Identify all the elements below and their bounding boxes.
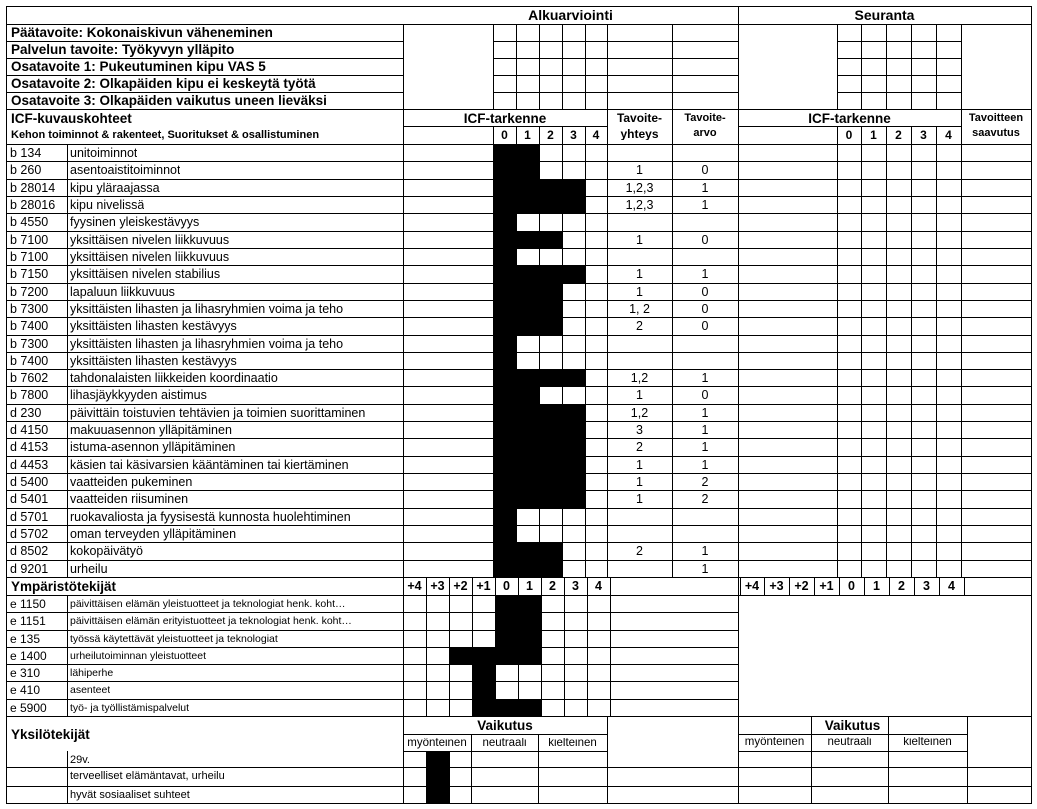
tavoitearvo-value: 1 <box>701 372 709 385</box>
grid-line <box>6 6 7 804</box>
grid-line <box>403 126 608 127</box>
grid-line <box>6 767 1032 768</box>
personal-factor-label: 29v. <box>70 755 90 766</box>
grid-line <box>562 24 563 110</box>
grid-line <box>861 144 862 578</box>
tavoiteyhteys-value: 2 <box>636 545 643 558</box>
personal-factor-label: terveelliset elämäntavat, urheilu <box>70 771 225 782</box>
icf-label: fyysinen yleiskestävyys <box>70 216 200 229</box>
env-qualifier-fill <box>472 681 495 700</box>
tavoitearvo-header: Tavoite- <box>684 113 726 124</box>
qualifier-fill <box>493 317 562 336</box>
env-code: e 135 <box>10 633 41 645</box>
qualifier-fill <box>493 438 585 457</box>
env-label: asenteet <box>70 685 111 696</box>
tavoiteyhteys-value: 1 <box>636 268 643 281</box>
grid-line <box>471 751 472 804</box>
qualifier-fill <box>493 456 585 474</box>
tavoitearvo-value: 1 <box>701 182 709 195</box>
grid-line <box>403 734 608 735</box>
icf-code: b 7602 <box>10 372 49 385</box>
tavoitearvo-value: 1 <box>701 545 709 558</box>
grid-line <box>911 24 912 110</box>
icf-label: käsien tai käsivarsien kääntäminen tai kiertäminen <box>70 459 349 472</box>
tavoiteyhteys-header: yhteys <box>620 128 659 140</box>
icf-code: d 5401 <box>10 493 49 506</box>
env-label: päivittäisen elämän yleistuotteet ja teknologiat henk. koht… <box>70 599 346 610</box>
grid-line <box>911 144 912 578</box>
icf-label: vaatteiden riisuminen <box>70 493 189 506</box>
icf-label: unitoiminnot <box>70 147 138 160</box>
tavoiteyhteys-value: 3 <box>636 424 643 437</box>
grid-line <box>493 58 739 59</box>
grid-line <box>967 716 968 752</box>
tavoiteyhteys-value: 1,2 <box>630 407 649 420</box>
qualifier-header: 2 <box>547 129 554 141</box>
grid-line <box>67 751 68 804</box>
goal-label: Osatavoite 2: Olkapäiden kipu ei keskeytä työtä <box>11 77 316 91</box>
env-qualifier-fill <box>495 612 541 631</box>
grid-line <box>6 647 739 648</box>
icf-label: yksittäisten lihasten kestävyys <box>70 355 237 368</box>
grid-line <box>964 577 965 596</box>
qualifier-fill <box>493 248 516 266</box>
env-qualifier-header: +3 <box>430 580 445 593</box>
env-code: e 310 <box>10 667 41 679</box>
env-label: päivittäisen elämän erityistuotteet ja teknologiat henk. koht… <box>70 616 352 627</box>
icf-code: b 7400 <box>10 320 49 333</box>
tavoitearvo-header: arvo <box>693 128 717 139</box>
seuranta-title: Seuranta <box>854 8 915 22</box>
icf-label: lapaluun liikkuvuus <box>70 286 175 299</box>
icf-code: b 4550 <box>10 216 49 229</box>
vaikutus-option: myönteinen <box>744 737 805 748</box>
grid-line <box>6 109 1032 110</box>
icf-code: b 7400 <box>10 355 49 368</box>
icf-label: oman terveyden ylläpitäminen <box>70 528 237 541</box>
grid-line <box>861 24 862 110</box>
icf-label: kipu yläraajassa <box>70 182 160 195</box>
env-code: e 1150 <box>10 598 46 610</box>
grid-line <box>67 595 68 717</box>
qualifier-header: 3 <box>920 129 927 141</box>
qualifier-fill <box>493 335 516 353</box>
tavoiteyhteys-value: 1 <box>636 234 643 247</box>
icf-label: kipu nivelissä <box>70 199 145 212</box>
env-label: lähiperhe <box>70 668 114 679</box>
grid-line <box>6 41 404 42</box>
grid-line <box>738 126 962 127</box>
vaikutus-option: neutraali <box>827 737 872 748</box>
icf-code: d 9201 <box>10 563 49 576</box>
env-qualifier-header: 3 <box>923 580 930 593</box>
env-label: työ- ja työllistämispalvelut <box>70 703 190 714</box>
vaikutus-option: myönteinen <box>407 738 467 749</box>
tavoitearvo-value: 2 <box>701 476 709 489</box>
qualifier-fill <box>493 525 516 543</box>
vaikutus-left: Vaikutus <box>477 719 533 733</box>
grid-line <box>738 734 968 735</box>
grid-line <box>449 751 450 804</box>
tavoiteyhteys-value: 1,2,3 <box>625 182 654 195</box>
env-qualifier-fill <box>449 647 541 665</box>
tavoitearvo-value: 0 <box>701 303 709 316</box>
tavoitearvo-value: 0 <box>701 286 709 299</box>
tavoitearvo-value: 2 <box>701 493 709 506</box>
tavoiteyhteys-value: 2 <box>636 441 643 454</box>
qualifier-fill <box>493 490 585 509</box>
grid-line <box>936 144 937 578</box>
icf-code: b 260 <box>10 164 42 177</box>
tarkenne-title-right: ICF-tarkenne <box>808 112 891 126</box>
icf-label: lihasjäykkyyden aistimus <box>70 389 207 402</box>
env-qualifier-header: 1 <box>873 580 880 593</box>
icf-label: yksittäisen nivelen stabilius <box>70 268 221 281</box>
grid-line <box>936 24 937 110</box>
grid-line <box>585 144 586 578</box>
qualifier-header: 3 <box>570 129 577 141</box>
qualifier-fill <box>493 508 516 526</box>
env-qualifier-header: 4 <box>595 580 602 593</box>
icf-label: yksittäisen nivelen liikkuvuus <box>70 251 230 264</box>
env-label: työssä käytettävät yleistuotteet ja teknologiat <box>70 634 278 645</box>
env-qualifier-fill <box>495 595 541 613</box>
qualifier-header: 0 <box>845 129 853 141</box>
grid-line <box>607 24 608 110</box>
icf-code: b 28014 <box>10 182 56 195</box>
grid-line <box>837 24 838 110</box>
environment-title: Ympäristötekijät <box>11 580 117 594</box>
grid-line <box>403 144 404 578</box>
grid-line <box>961 144 962 578</box>
grid-line <box>538 751 539 804</box>
qualifier-header: 0 <box>501 129 508 141</box>
icf-label: tahdonalaisten liikkeiden koordinaatio <box>70 372 278 385</box>
vaikutus-option: neutraali <box>482 738 527 749</box>
env-qualifier-header: +2 <box>794 580 809 593</box>
tavoiteyhteys-value: 1, 2 <box>629 303 650 316</box>
qualifier-fill <box>493 473 585 491</box>
tavoiteyhteys-value: 1 <box>636 476 643 489</box>
qualifier-fill <box>493 265 585 284</box>
grid-line <box>6 681 739 682</box>
icf-label: yksittäisen nivelen liikkuvuus <box>70 234 230 247</box>
icf-label: istuma-asennon ylläpitäminen <box>70 441 236 454</box>
env-qualifier-header: 2 <box>549 580 556 593</box>
tavoiteyhteys-header: Tavoite- <box>616 112 663 124</box>
qualifier-header: 4 <box>945 129 952 141</box>
tavoiteyhteys-value: 1,2 <box>630 372 649 385</box>
grid-line <box>6 699 739 700</box>
grid-line <box>837 24 962 25</box>
env-qualifier-header: +4 <box>744 580 760 593</box>
grid-line <box>837 92 962 93</box>
qualifier-fill <box>493 213 516 232</box>
icf-code: d 4150 <box>10 424 49 437</box>
grid-line <box>493 24 739 25</box>
icf-code: d 5701 <box>10 511 49 524</box>
grid-line <box>6 786 1032 787</box>
goal-label: Palvelun tavoite: Työkyvyn ylläpito <box>11 43 235 57</box>
env-qualifier-header: 2 <box>898 580 905 593</box>
qualifier-fill <box>493 161 539 180</box>
qualifier-header: 4 <box>592 129 600 141</box>
grid-line <box>67 144 68 578</box>
tavoiteyhteys-value: 2 <box>636 320 643 333</box>
env-qualifier-header: 0 <box>848 580 855 593</box>
personal-factor-label: hyvät sosiaaliset suhteet <box>70 790 190 801</box>
tavoitearvo-value: 1 <box>701 199 709 212</box>
qualifier-fill <box>493 404 585 422</box>
icf-code: d 4153 <box>10 441 49 454</box>
qualifier-header: 1 <box>524 129 531 141</box>
icf-code: b 134 <box>10 147 42 160</box>
grid-line <box>811 751 812 804</box>
grid-line <box>6 6 1032 7</box>
env-code: e 410 <box>10 684 41 696</box>
grid-line <box>403 751 404 804</box>
vaikutus-option: kielteinen <box>903 737 952 748</box>
tavoitearvo-value: 1 <box>701 459 709 472</box>
grid-line <box>837 58 962 59</box>
qualifier-fill <box>493 352 516 370</box>
env-qualifier-header: +3 <box>769 580 784 593</box>
qualifier-fill <box>493 231 562 249</box>
tavoiteyhteys-value: 1 <box>636 164 643 177</box>
grid-line <box>961 24 962 110</box>
goal-label: Osatavoite 3: Olkapäiden vaikutus uneen lieväksi <box>11 94 327 108</box>
icf-code: d 5400 <box>10 476 49 489</box>
icf-code: b 7300 <box>10 338 49 351</box>
goal-label: Päätavoite: Kokonaiskivun väheneminen <box>11 26 273 40</box>
grid-line <box>886 24 887 110</box>
grid-line <box>493 92 739 93</box>
grid-line <box>6 630 739 631</box>
icf-label: asentoaistitoiminnot <box>70 164 181 177</box>
icf-code: b 7800 <box>10 389 49 402</box>
tavoiteyhteys-value: 1,2,3 <box>625 199 654 212</box>
qualifier-fill <box>493 179 585 197</box>
env-qualifier-header: +4 <box>407 580 422 593</box>
grid-line <box>607 751 608 804</box>
tarkenne-title-left: ICF-tarkenne <box>463 112 547 126</box>
grid-line <box>886 144 887 578</box>
tavoitearvo-value: 0 <box>701 389 709 402</box>
env-qualifier-header: 0 <box>503 580 510 593</box>
grid-line <box>539 24 540 110</box>
grid-line <box>6 803 1032 804</box>
icf-label: yksittäisten lihasten ja lihasryhmien voima ja teho <box>70 338 344 351</box>
grid-line <box>493 75 739 76</box>
tavoitearvo-value: 1 <box>701 563 709 576</box>
qualifier-header: 1 <box>870 129 877 141</box>
grid-line <box>738 751 739 804</box>
grid-line <box>6 612 739 613</box>
alkuarviointi-title: Alkuarviointi <box>528 8 613 22</box>
tavoiteyhteys-value: 1 <box>636 389 643 402</box>
env-code: e 1400 <box>10 650 47 662</box>
env-qualifier-fill <box>472 664 495 682</box>
env-qualifier-header: +2 <box>453 580 468 593</box>
grid-line <box>888 751 889 804</box>
env-code: e 5900 <box>10 702 47 714</box>
grid-line <box>6 75 404 76</box>
tavoitearvo-value: 0 <box>701 164 709 177</box>
grid-line <box>493 41 739 42</box>
grid-line <box>837 41 962 42</box>
icf-code: b 7300 <box>10 303 49 316</box>
personal-factor-fill <box>426 751 449 804</box>
grid-line <box>672 24 673 110</box>
icf-title: ICF-kuvauskohteet <box>11 112 132 126</box>
env-qualifier-header: +1 <box>819 580 834 593</box>
icf-code: d 230 <box>10 407 42 420</box>
personal-title: Yksilötekijät <box>11 728 90 742</box>
grid-line <box>6 525 1032 526</box>
grid-line <box>493 24 494 110</box>
icf-subtitle: Kehon toiminnot & rakenteet, Suoritukset & osallistuminen <box>11 130 320 141</box>
icf-code: d 4453 <box>10 459 49 472</box>
icf-label: urheilu <box>70 563 108 576</box>
grid-line <box>1031 6 1032 804</box>
qualifier-header: 2 <box>895 129 902 141</box>
grid-line <box>837 75 962 76</box>
tavoiteyhteys-value: 1 <box>636 493 643 506</box>
icf-label: makuuasennon ylläpitäminen <box>70 424 232 437</box>
grid-line <box>607 716 608 752</box>
qualifier-fill <box>493 421 585 439</box>
grid-line <box>6 24 404 25</box>
qualifier-fill <box>493 283 562 301</box>
qualifier-fill <box>493 369 585 387</box>
env-qualifier-header: +1 <box>476 580 491 593</box>
icf-code: b 7150 <box>10 268 49 281</box>
grid-line <box>6 664 739 665</box>
grid-line <box>6 58 404 59</box>
qualifier-fill <box>493 542 562 561</box>
env-code: e 1151 <box>10 615 46 627</box>
grid-line <box>516 24 517 110</box>
icf-label: päivittäin toistuvien tehtävien ja toimien suorittaminen <box>70 407 366 420</box>
icf-label: yksittäisten lihasten kestävyys <box>70 320 237 333</box>
saavutus-header: saavutus <box>972 128 1020 139</box>
qualifier-fill <box>493 386 539 405</box>
grid-line <box>585 24 586 110</box>
grid-line <box>403 24 404 110</box>
grid-line <box>837 144 838 578</box>
tavoitearvo-value: 1 <box>701 407 709 420</box>
icf-code: b 7200 <box>10 286 49 299</box>
icf-code: d 5702 <box>10 528 49 541</box>
tavoitearvo-value: 1 <box>701 424 709 437</box>
env-qualifier-header: 3 <box>572 580 579 593</box>
env-qualifier-fill <box>495 630 541 648</box>
env-qualifier-header: 4 <box>948 580 955 593</box>
tavoiteyhteys-value: 1 <box>636 286 643 299</box>
tavoiteyhteys-value: 1 <box>636 459 643 472</box>
icf-label: vaatteiden pukeminen <box>70 476 193 489</box>
vaikutus-right: Vaikutus <box>824 719 881 733</box>
qualifier-fill <box>493 144 539 162</box>
tavoitearvo-value: 0 <box>701 234 709 247</box>
icf-label: ruokavaliosta ja fyysisestä kunnosta huolehtiminen <box>70 511 351 524</box>
icf-label: kokopäivätyö <box>70 545 143 558</box>
tavoitearvo-value: 0 <box>701 320 709 333</box>
saavutus-header: Tavoitteen <box>968 113 1024 124</box>
icf-code: d 8502 <box>10 545 49 558</box>
grid-line <box>967 751 968 804</box>
qualifier-fill <box>493 560 562 578</box>
icf-code: b 7100 <box>10 234 49 247</box>
grid-line <box>403 126 404 145</box>
grid-line <box>6 352 1032 353</box>
icf-label: yksittäisten lihasten ja lihasryhmien voima ja teho <box>70 303 344 316</box>
tavoitearvo-value: 1 <box>701 441 709 454</box>
icf-code: b 28016 <box>10 199 56 212</box>
qualifier-fill <box>493 300 562 318</box>
goal-label: Osatavoite 1: Pukeutuminen kipu VAS 5 <box>11 60 266 74</box>
icf-code: b 7100 <box>10 251 49 264</box>
tavoitearvo-value: 1 <box>701 268 709 281</box>
grid-line <box>6 92 404 93</box>
grid-line <box>738 751 968 752</box>
vaikutus-option: kielteinen <box>548 738 597 749</box>
env-qualifier-fill <box>472 699 541 717</box>
qualifier-fill <box>493 196 585 214</box>
env-qualifier-header: 1 <box>526 580 533 593</box>
env-label: urheilutoiminnan yleistuotteet <box>70 651 206 662</box>
